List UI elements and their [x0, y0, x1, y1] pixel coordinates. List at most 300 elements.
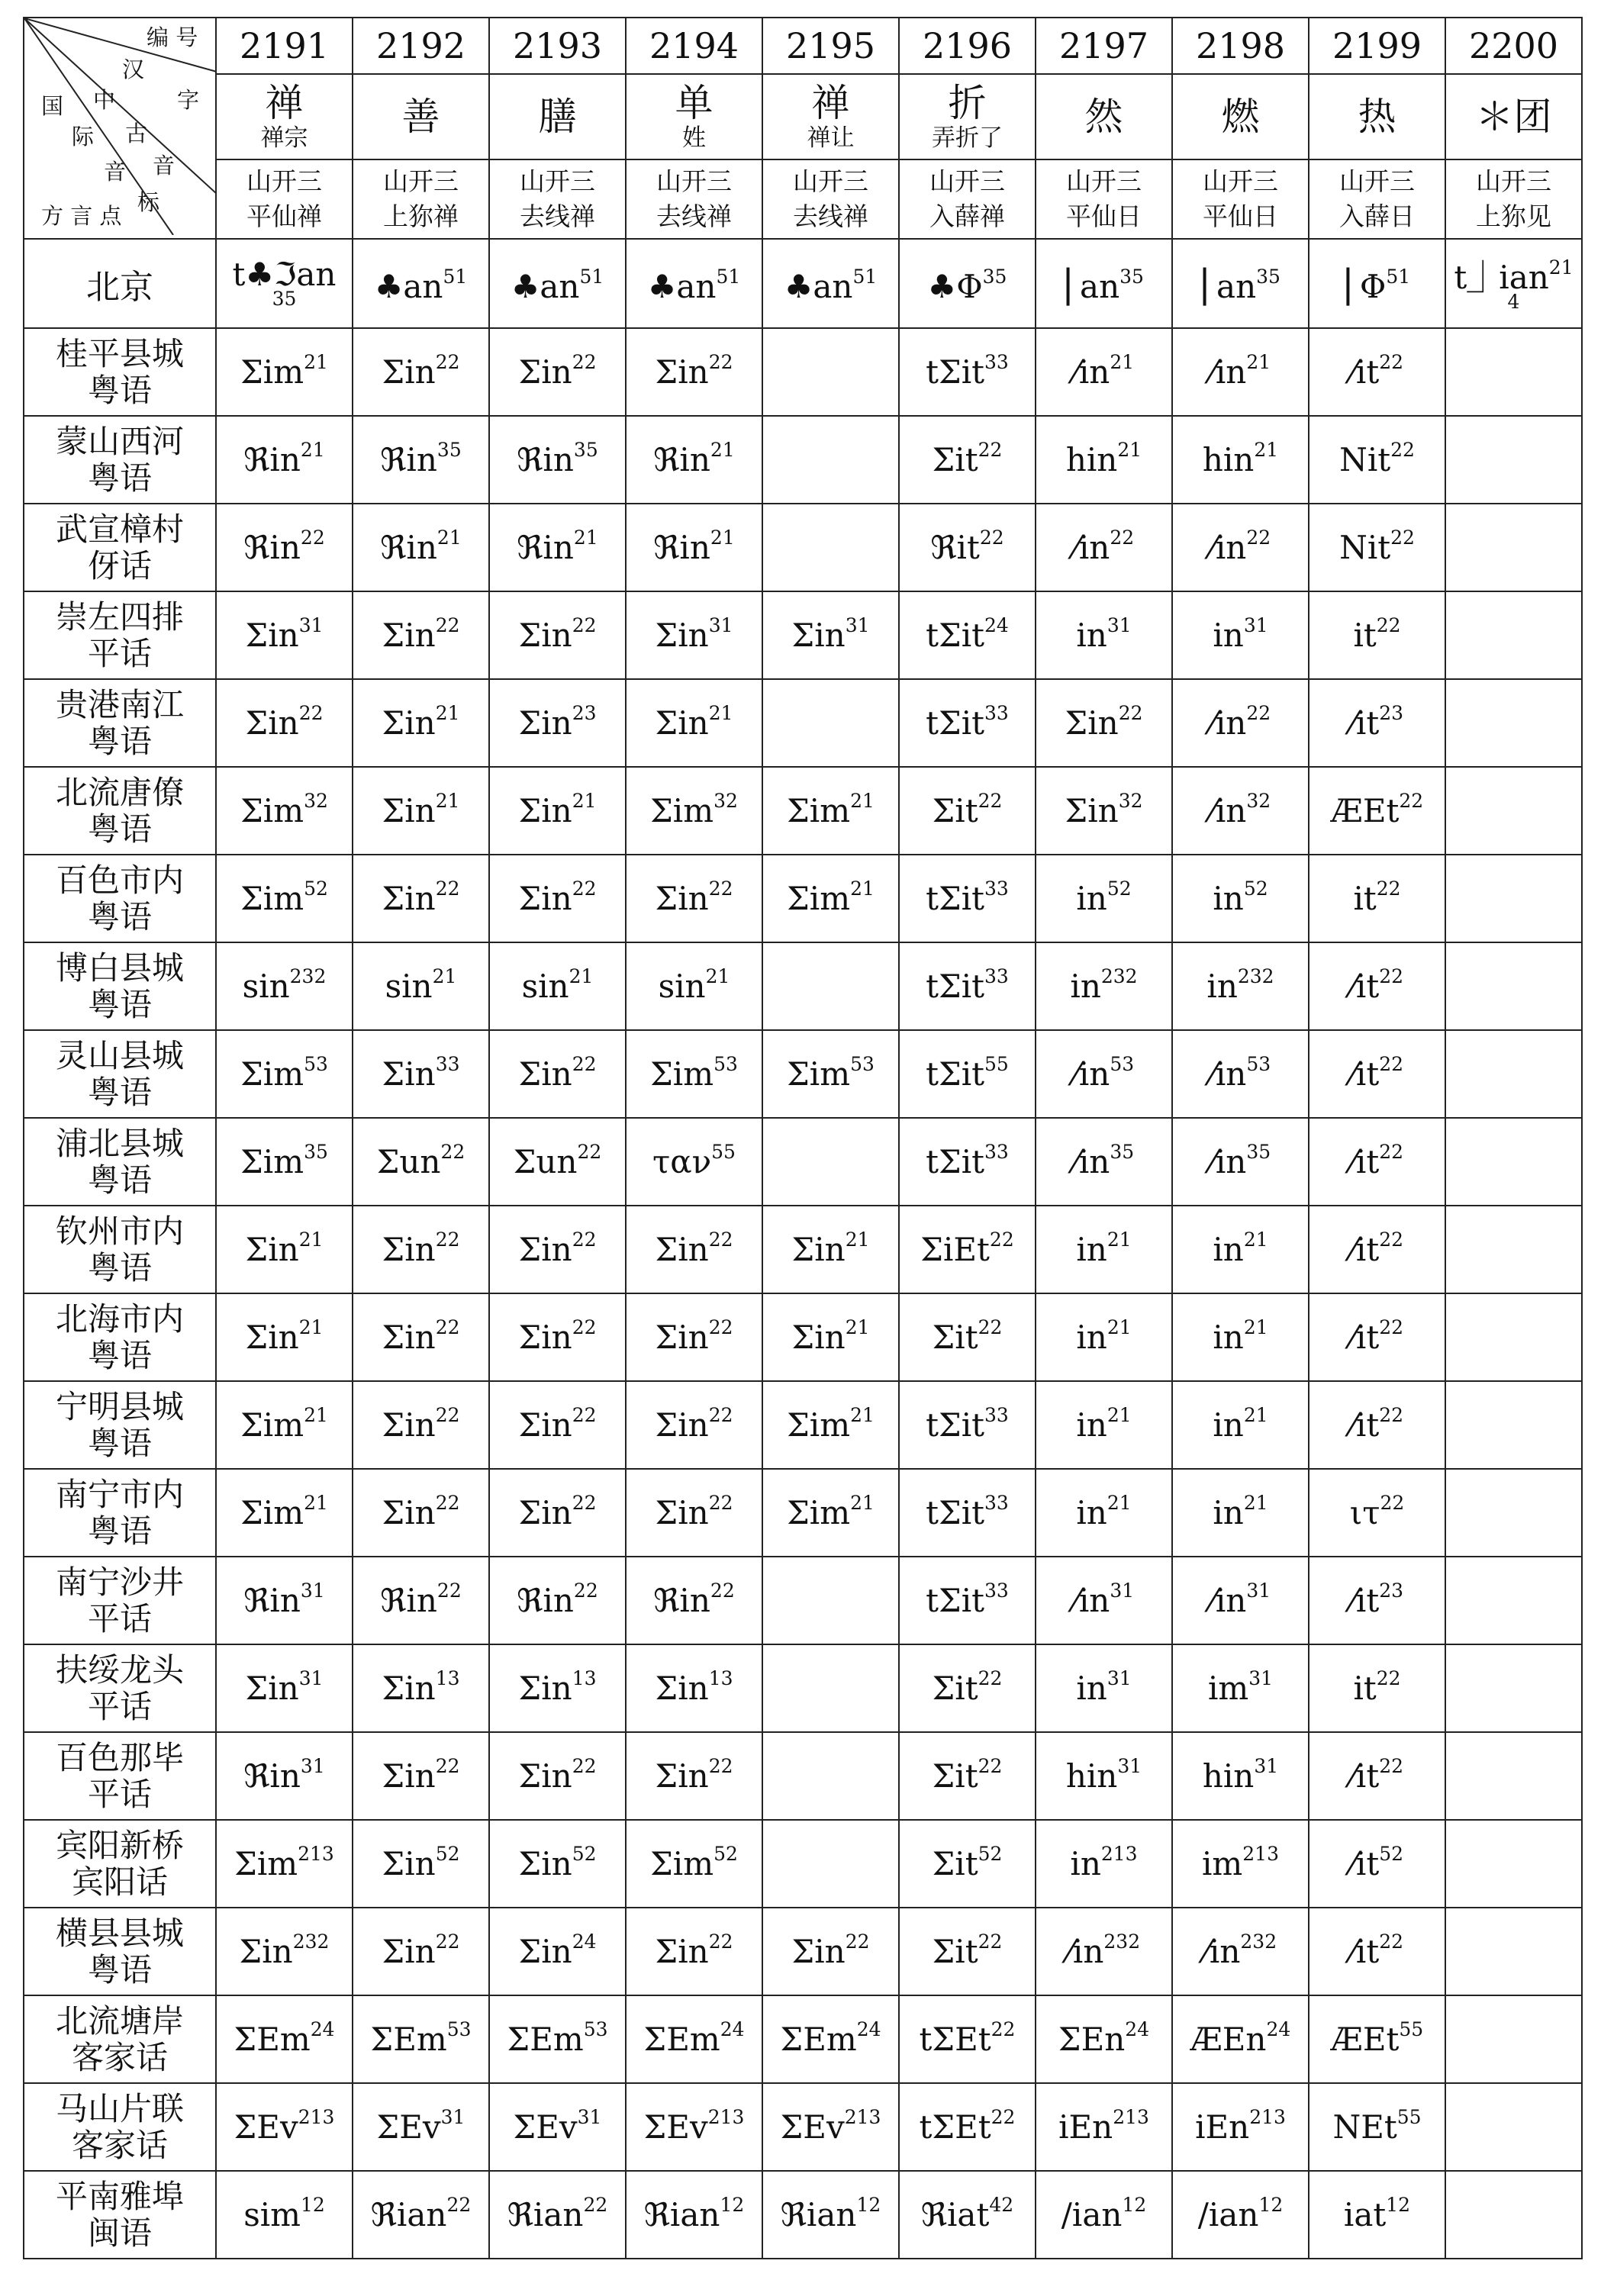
character: 然 — [1084, 95, 1123, 139]
number-cell — [1309, 18, 1445, 74]
pronunciation-base: Σim — [240, 1494, 304, 1531]
pronunciation-base: ÆEn — [1190, 2021, 1267, 2058]
pronunciation — [791, 1316, 870, 1356]
character-cell — [899, 74, 1036, 159]
pronunciation-cell — [762, 1908, 899, 1995]
tone-number: 53 — [714, 1053, 738, 1075]
pronunciation-cell — [762, 1995, 899, 2083]
pronunciation — [240, 792, 328, 829]
character-cell — [216, 74, 353, 159]
pronunciation-cell — [489, 1995, 626, 2083]
location-place: 马山片联 — [55, 2089, 184, 2127]
pronunciation — [1203, 1757, 1278, 1795]
pronunciation-cell — [762, 2171, 899, 2259]
tone-number: 32 — [1246, 790, 1271, 812]
tone-number: 22 — [1376, 878, 1401, 900]
pronunciation — [1198, 2196, 1284, 2233]
tone-number: 22 — [435, 878, 460, 900]
pronunciation-base: hin — [1202, 1757, 1255, 1795]
tone-number: 22 — [446, 2194, 472, 2216]
pronunciation-base: ℜin — [243, 529, 301, 566]
pronunciation-cell — [489, 855, 626, 942]
location-dialect: 粤语 — [87, 1161, 152, 1199]
pronunciation-base: Σit — [932, 1670, 978, 1707]
pronunciation-base: tΣit — [926, 968, 985, 1005]
pronunciation — [1351, 1933, 1403, 1970]
pronunciation-base: Σim — [234, 1845, 298, 1882]
number-cell — [489, 18, 626, 74]
table-row — [24, 1469, 1582, 1557]
pronunciation-cell — [489, 1118, 626, 1206]
pronunciation-base: Σin — [655, 353, 709, 391]
location-cell — [24, 1206, 216, 1293]
pronunciation-base: hin — [1065, 441, 1118, 478]
pronunciation-cell — [899, 504, 1036, 591]
tone-number: 22 — [572, 878, 597, 900]
tone-number: 22 — [573, 1580, 598, 1602]
pronunciation — [519, 880, 597, 917]
pronunciation-cell — [216, 1557, 353, 1644]
pronunciation — [1076, 1316, 1132, 1356]
pronunciation — [1207, 1667, 1274, 1707]
tone-number: 232 — [292, 1931, 330, 1953]
pronunciation-base: ℜin — [517, 1582, 574, 1619]
table-row — [24, 1908, 1582, 1995]
tone-number: 33 — [984, 1141, 1009, 1163]
pronunciation-cell — [216, 328, 353, 416]
pronunciation — [246, 1231, 324, 1268]
tone-number: 22 — [991, 2018, 1016, 2040]
pronunciation-base: Σit — [932, 1845, 978, 1882]
pronunciation-cell — [1036, 1644, 1172, 1732]
pronunciation — [650, 792, 738, 829]
pronunciation — [926, 614, 1009, 654]
pronunciation-base: ⁄in — [1210, 792, 1247, 829]
tone-number: 22 — [583, 2194, 608, 2216]
pronunciation-cell — [1172, 855, 1309, 942]
tone-number: 24 — [856, 2018, 881, 2040]
pronunciation — [1066, 441, 1142, 478]
pronunciation — [1200, 265, 1280, 305]
pronunciation-cell — [762, 591, 899, 679]
tone-number: 232 — [289, 965, 327, 987]
pronunciation-cell — [626, 1381, 762, 1469]
pronunciation-cell — [353, 1820, 489, 1908]
tone-number: 21 — [573, 527, 598, 549]
tone-number: 22 — [1390, 527, 1415, 549]
pronunciation — [382, 1055, 460, 1093]
pronunciation — [1339, 441, 1415, 478]
category-line-2: 平仙日 — [1203, 201, 1278, 231]
tone-number: 51 — [1386, 266, 1411, 288]
pronunciation-cell — [1445, 1293, 1582, 1381]
tone-number: 22 — [991, 2106, 1016, 2128]
pronunciation-cell — [762, 1206, 899, 1293]
pronunciation-cell — [899, 416, 1036, 504]
tone-number: 22 — [1376, 1667, 1401, 1689]
pronunciation-base: Σin — [1065, 792, 1119, 829]
pronunciation — [507, 2018, 608, 2058]
location-name: 北京 — [86, 267, 153, 307]
pronunciation — [1331, 792, 1423, 829]
pronunciation — [787, 792, 875, 829]
pronunciation-base: Σin — [518, 1757, 572, 1795]
pronunciation — [240, 353, 328, 391]
pronunciation — [1210, 1055, 1271, 1093]
pronunciation — [1076, 880, 1131, 917]
character: 热 — [1358, 95, 1396, 139]
tone-number: 23 — [572, 702, 597, 724]
pronunciation — [519, 1231, 597, 1268]
table-row — [24, 1820, 1582, 1908]
pronunciation-base: Σin — [245, 1231, 299, 1268]
pronunciation-base: ℜin — [653, 441, 710, 478]
pronunciation-base: Σin — [518, 1494, 572, 1531]
pronunciation — [1213, 1494, 1268, 1531]
character-gloss: 弄折了 — [932, 124, 1003, 152]
character: 禅 — [811, 81, 850, 125]
tone-number: 22 — [436, 1580, 462, 1602]
pronunciation-cell — [1445, 1381, 1582, 1469]
tone-number: 12 — [1122, 2194, 1147, 2216]
tone-number: 31 — [1117, 1755, 1142, 1777]
pronunciation-cell — [1036, 239, 1172, 328]
pronunciation-cell — [762, 1644, 899, 1732]
pronunciation-base: Σim — [240, 1143, 304, 1180]
pronunciation-cell — [489, 1469, 626, 1557]
pronunciation-cell — [1036, 767, 1172, 855]
pronunciation — [382, 1845, 460, 1882]
tone-number: 53 — [850, 1053, 875, 1075]
pronunciation-cell — [899, 239, 1036, 328]
pronunciation-cell — [216, 1118, 353, 1206]
pronunciation-base: ℜiat — [920, 2196, 990, 2233]
tone-number: 12 — [1258, 2194, 1284, 2216]
pronunciation-base: tΣit — [926, 1055, 985, 1093]
tone-number: 31 — [845, 614, 870, 636]
table-row — [24, 1557, 1582, 1644]
tone-number: 232 — [1100, 965, 1138, 987]
pronunciation-cell — [899, 942, 1036, 1030]
tone-number: 22 — [1380, 1492, 1405, 1514]
pronunciation — [656, 1231, 733, 1268]
category-line-2: 去线禅 — [793, 201, 868, 231]
pronunciation — [382, 353, 460, 391]
pronunciation-cell — [899, 1206, 1036, 1293]
pronunciation — [655, 1316, 733, 1356]
tone-number: 21 — [300, 439, 325, 461]
pronunciation-cell — [899, 1469, 1036, 1557]
pronunciation-cell — [626, 1206, 762, 1293]
header-label-guo: 国 — [41, 93, 64, 119]
pronunciation — [1076, 1494, 1131, 1531]
character: 禅 — [265, 81, 304, 125]
location-dialect: 宾阳话 — [71, 1863, 168, 1901]
pronunciation — [792, 1933, 870, 1970]
pronunciation-base: iat — [1343, 2196, 1387, 2233]
pronunciation-cell — [899, 1118, 1036, 1206]
tone-number: 232 — [1103, 1931, 1141, 1953]
pronunciation — [933, 1933, 1003, 1970]
tone-number: 22 — [298, 702, 324, 724]
pronunciation — [243, 2196, 325, 2233]
tone-number: 23 — [1379, 1580, 1404, 1602]
pronunciation-cell — [216, 679, 353, 767]
character-number: 2193 — [512, 25, 603, 66]
pronunciation — [517, 529, 598, 566]
pronunciation-cell — [1445, 2083, 1582, 2171]
pronunciation — [1066, 1757, 1142, 1795]
pronunciation — [926, 1055, 1009, 1093]
character-gloss: 姓 — [682, 124, 706, 152]
pronunciation-base: sin — [242, 968, 290, 1005]
location-dialect: 粤语 — [87, 810, 152, 848]
pronunciation — [382, 1757, 460, 1795]
pronunciation-cell — [1036, 1820, 1172, 1908]
pronunciation — [930, 529, 1003, 566]
location-place: 百色那毕 — [55, 1738, 184, 1776]
tone-number: 12 — [1386, 2194, 1411, 2216]
pronunciation-cell — [353, 239, 489, 328]
tone-number: 52 — [435, 1843, 460, 1865]
pronunciation — [380, 529, 461, 566]
pronunciation — [1061, 2196, 1147, 2233]
pronunciation-cell — [626, 1644, 762, 1732]
pronunciation — [232, 255, 337, 310]
tone-number: 22 — [1246, 527, 1271, 549]
pronunciation-cell — [762, 767, 899, 855]
pronunciation-cell — [1309, 1908, 1445, 1995]
pronunciation-base: sim — [243, 2196, 301, 2233]
tone-number: 22 — [435, 1492, 460, 1514]
pronunciation-base: ⁄it — [1350, 1319, 1380, 1356]
pronunciation-cell — [899, 2083, 1036, 2171]
category-line-1: 山开三 — [520, 166, 595, 196]
pronunciation-cell — [216, 767, 353, 855]
location-dialect: 平话 — [87, 1775, 152, 1813]
pronunciation-base: /ian — [1061, 2196, 1123, 2233]
pronunciation — [1350, 1494, 1405, 1531]
location-place: 桂平县城 — [55, 334, 184, 372]
pronunciation — [1074, 1143, 1134, 1180]
pronunciation — [1213, 614, 1268, 654]
pronunciation-base: Σin — [382, 353, 436, 391]
middle-chinese-category-cell — [626, 159, 762, 239]
pronunciation-base: Σim — [650, 792, 714, 829]
pronunciation-cell — [216, 2083, 353, 2171]
table-row — [24, 591, 1582, 679]
pronunciation-cell — [1172, 767, 1309, 855]
tone-number: 213 — [1100, 1843, 1138, 1865]
pronunciation-cell — [353, 1293, 489, 1381]
pronunciation-base: Σin — [655, 1406, 709, 1444]
pronunciation-cell — [899, 1732, 1036, 1820]
pronunciation-cell — [1445, 1206, 1582, 1293]
pronunciation — [518, 1667, 597, 1707]
pronunciation-cell — [1172, 1118, 1309, 1206]
pronunciation-base: ΣEv — [643, 2108, 708, 2146]
pronunciation — [1195, 2108, 1286, 2146]
pronunciation-base: Σit — [932, 1933, 978, 1970]
tone-number: 21 — [435, 702, 460, 724]
pronunciation-base: Σim — [240, 1055, 304, 1093]
location-cell — [24, 328, 216, 416]
location-place: 扶绥龙头 — [55, 1650, 184, 1689]
pronunciation-base: ⁄it — [1350, 704, 1380, 742]
pronunciation-base: tΣEt — [919, 2108, 991, 2146]
pronunciation-cell — [762, 1381, 899, 1469]
pronunciation-base: ⁄in — [1210, 1143, 1247, 1180]
pronunciation-base: Σin — [655, 1319, 709, 1356]
location-cell — [24, 2171, 216, 2259]
pronunciation-base: ♣an — [374, 268, 443, 305]
pronunciation-base: /ian — [1197, 2196, 1259, 2233]
tone-number: 21 — [850, 790, 875, 812]
pronunciation-cell — [353, 328, 489, 416]
pronunciation-cell — [762, 239, 899, 328]
pronunciation — [380, 1582, 461, 1619]
middle-chinese-category-cell — [353, 159, 489, 239]
tone-number: 22 — [1390, 439, 1415, 461]
pronunciation-base: hin — [1202, 441, 1255, 478]
pronunciation-base: ⎜an — [1064, 268, 1120, 305]
pronunciation — [1353, 1667, 1401, 1707]
tone-number: 22 — [978, 790, 1003, 812]
location-cell — [24, 1381, 216, 1469]
pronunciation-cell — [762, 1557, 899, 1644]
pronunciation-cell — [1172, 1820, 1309, 1908]
pronunciation-cell — [762, 1293, 899, 1381]
tone-number: 51 — [579, 266, 604, 288]
pronunciation-cell — [1036, 1995, 1172, 2083]
pronunciation — [1350, 1316, 1404, 1356]
location-place: 钦州市内 — [55, 1212, 184, 1250]
tone-number: 22 — [435, 351, 460, 373]
character-gloss: 禅让 — [807, 124, 855, 152]
tone-number: 33 — [984, 1404, 1009, 1426]
pronunciation-base: iEn — [1058, 2108, 1113, 2146]
pronunciation-cell — [1445, 679, 1582, 767]
pronunciation-cell — [489, 2083, 626, 2171]
pronunciation-base: ⁄in — [1210, 1055, 1247, 1093]
pronunciation-base: ΣEm — [643, 2021, 720, 2058]
tone-number: 232 — [1237, 965, 1274, 987]
pronunciation-cell — [899, 1381, 1036, 1469]
character-number: 2196 — [922, 25, 1013, 66]
tone-number: 21 — [708, 702, 733, 724]
pronunciation-base: in — [1076, 880, 1107, 917]
pronunciation-base: Σin — [518, 617, 572, 654]
pronunciation — [656, 353, 733, 391]
pronunciation — [517, 1582, 598, 1619]
tone-number: 22 — [708, 878, 733, 900]
pronunciation-base: in — [1213, 1319, 1244, 1356]
pronunciation — [514, 2108, 602, 2146]
pronunciation-cell — [1309, 1820, 1445, 1908]
tone-number: 21 — [1243, 1492, 1268, 1514]
pronunciation-base: ΣEv — [513, 2108, 578, 2146]
pronunciation — [1351, 1231, 1403, 1268]
pronunciation — [932, 1667, 1003, 1707]
pronunciation-base: Σit — [932, 792, 978, 829]
tone-number: 21 — [298, 1316, 324, 1338]
tone-number: 32 — [714, 790, 738, 812]
pronunciation — [514, 1143, 602, 1180]
pronunciation — [1058, 2108, 1149, 2146]
pronunciation-cell — [1309, 1469, 1445, 1557]
pronunciation — [519, 353, 597, 391]
pronunciation — [1339, 529, 1415, 566]
pronunciation — [933, 1757, 1003, 1795]
location-place: 宁明县城 — [55, 1387, 184, 1425]
pronunciation-base: im — [1202, 1845, 1243, 1882]
pronunciation-cell — [1036, 1030, 1172, 1118]
pronunciation-cell — [1309, 1557, 1445, 1644]
pronunciation-base: ⁄it — [1350, 1582, 1380, 1619]
location-dialect: 粤语 — [87, 722, 152, 760]
pronunciation — [921, 2196, 1013, 2233]
pronunciation-base: ⁄it — [1350, 968, 1380, 1005]
number-cell — [1445, 18, 1582, 74]
pronunciation-cell — [1036, 855, 1172, 942]
character-cell — [1172, 74, 1309, 159]
character: 善 — [401, 95, 440, 139]
pronunciation — [919, 2018, 1016, 2058]
tone-number: 21 — [1243, 1316, 1268, 1338]
pronunciation-cell — [1309, 767, 1445, 855]
location-dialect: 粤语 — [87, 1336, 152, 1374]
table-row — [24, 1030, 1582, 1118]
pronunciation-base: ΣEm — [780, 2021, 857, 2058]
pronunciation — [240, 1055, 328, 1093]
middle-chinese-category-cell — [762, 159, 899, 239]
pronunciation-base: iEn — [1195, 2108, 1250, 2146]
tone-number: 55 — [1399, 2018, 1424, 2040]
pronunciation — [1210, 704, 1271, 742]
pronunciation-base: Σim — [240, 880, 304, 917]
location-cell — [24, 1557, 216, 1644]
pronunciation-cell — [626, 1908, 762, 1995]
pronunciation-cell — [489, 1206, 626, 1293]
pronunciation-cell — [1445, 1820, 1582, 1908]
pronunciation — [240, 1933, 330, 1970]
location-dialect: 粤语 — [87, 459, 152, 497]
pronunciation — [245, 1316, 324, 1356]
pronunciation-base: Σin — [518, 353, 572, 391]
pronunciation — [380, 441, 461, 478]
pronunciation — [926, 353, 1009, 391]
pronunciation — [377, 1143, 465, 1180]
pronunciation-base: in — [1076, 1494, 1107, 1531]
pronunciation-base: ⁄in — [1210, 529, 1247, 566]
character: 膳 — [538, 95, 577, 139]
pronunciation-base: tΣit — [926, 1494, 985, 1531]
pronunciation-cell — [1172, 1644, 1309, 1732]
table-row — [24, 679, 1582, 767]
category-line-1: 山开三 — [1476, 166, 1551, 196]
pronunciation-base: ⁄it — [1350, 1143, 1380, 1180]
pronunciation-cell — [626, 767, 762, 855]
tone-number: 213 — [707, 2106, 745, 2128]
pronunciation — [1074, 353, 1134, 391]
pronunciation-cell — [762, 2083, 899, 2171]
pronunciation-cell — [489, 591, 626, 679]
tone-number: 31 — [298, 614, 324, 636]
pronunciation — [780, 2018, 881, 2058]
character-number: 2198 — [1195, 25, 1286, 66]
pronunciation — [656, 704, 733, 742]
pronunciation-base: in — [1213, 1494, 1244, 1531]
